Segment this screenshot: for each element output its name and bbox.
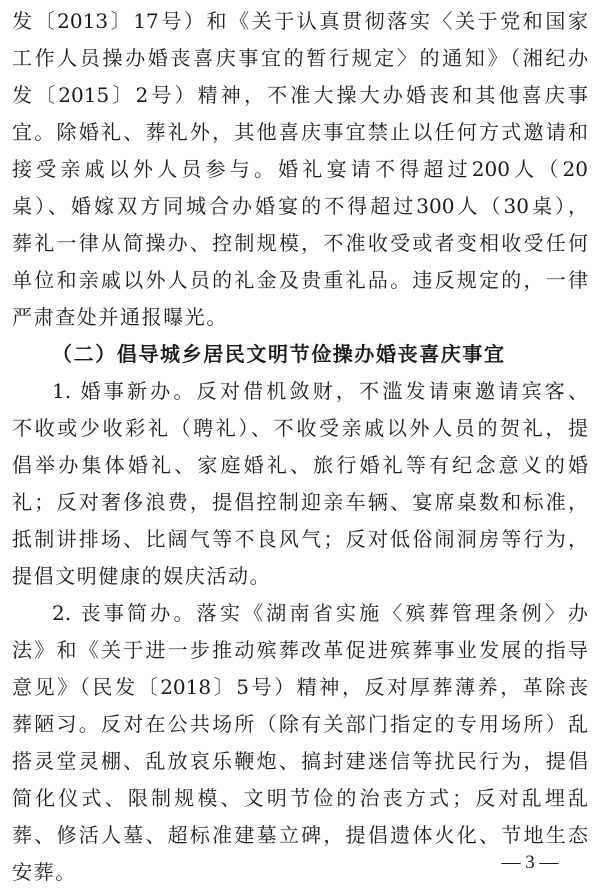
text-line: 法》和《关于进一步推动殡葬改革促进殡葬事业发展的指导 — [12, 638, 588, 662]
text-line: 搭灵堂灵棚、乱放哀乐鞭炮、搞封建迷信等扰民行为，提倡 — [12, 749, 588, 773]
text-line: 葬陋习。反对在公共场所（除有关部门指定的专用场所）乱 — [12, 712, 588, 736]
text-line: 发〔2015〕2号）精神，不准大操大办婚丧和其他喜庆事 — [12, 83, 588, 107]
text-line: 发〔2013〕17号）和《关于认真贯彻落实〈关于党和国家 — [12, 9, 588, 33]
text-line: 2. 丧事简办。落实《湖南省实施〈殡葬管理条例〉办 — [52, 601, 588, 625]
text-line: 单位和亲戚以外人员的礼金及贵重礼品。违反规定的，一律 — [12, 268, 588, 292]
section-heading: （二）倡导城乡居民文明节俭操办婚丧喜庆事宜 — [52, 342, 506, 366]
text-line: 抵制讲排场、比阔气等不良风气；反对低俗闹洞房等行为， — [12, 527, 588, 551]
text-line: 工作人员操办婚丧喜庆事宜的暂行规定〉的通知》（湘纪办 — [12, 46, 588, 70]
text-line: 1. 婚事新办。反对借机敛财，不滥发请柬邀请宾客、 — [52, 379, 588, 403]
text-line: 不收或少收彩礼（聘礼）、不收受亲戚以外人员的贺礼，提 — [12, 416, 588, 440]
text-line: 葬礼一律从简操办、控制规模，不准收受或者变相收受任何 — [12, 231, 588, 255]
page-number: — 3 — — [501, 852, 559, 873]
text-line: 接受亲戚以外人员参与。婚礼宴请不得超过200人（20 — [12, 157, 588, 181]
text-line: 严肃查处并通报曝光。 — [12, 305, 228, 329]
text-line: 简化仪式、限制规模、文明节俭的治丧方式；反对乱埋乱 — [12, 786, 588, 810]
text-line: 礼；反对奢侈浪费，提倡控制迎亲车辆、宴席桌数和标准， — [12, 490, 588, 514]
text-line: 倡举办集体婚礼、家庭婚礼、旅行婚礼等有纪念意义的婚 — [12, 453, 588, 477]
text-line: 葬、修活人墓、超标准建墓立碑，提倡遗体火化、节地生态 — [12, 823, 588, 847]
text-line: 提倡文明健康的娱庆活动。 — [12, 564, 272, 588]
text-line: 宜。除婚礼、葬礼外，其他喜庆事宜禁止以任何方式邀请和 — [12, 120, 588, 144]
text-line: 安葬。 — [12, 860, 77, 884]
text-line: 桌）、婚嫁双方同城合办婚宴的不得超过300人（30桌）， — [12, 194, 588, 218]
text-line: 意见》（民发〔2018〕5号）精神，反对厚葬薄养，革除丧 — [12, 675, 588, 699]
